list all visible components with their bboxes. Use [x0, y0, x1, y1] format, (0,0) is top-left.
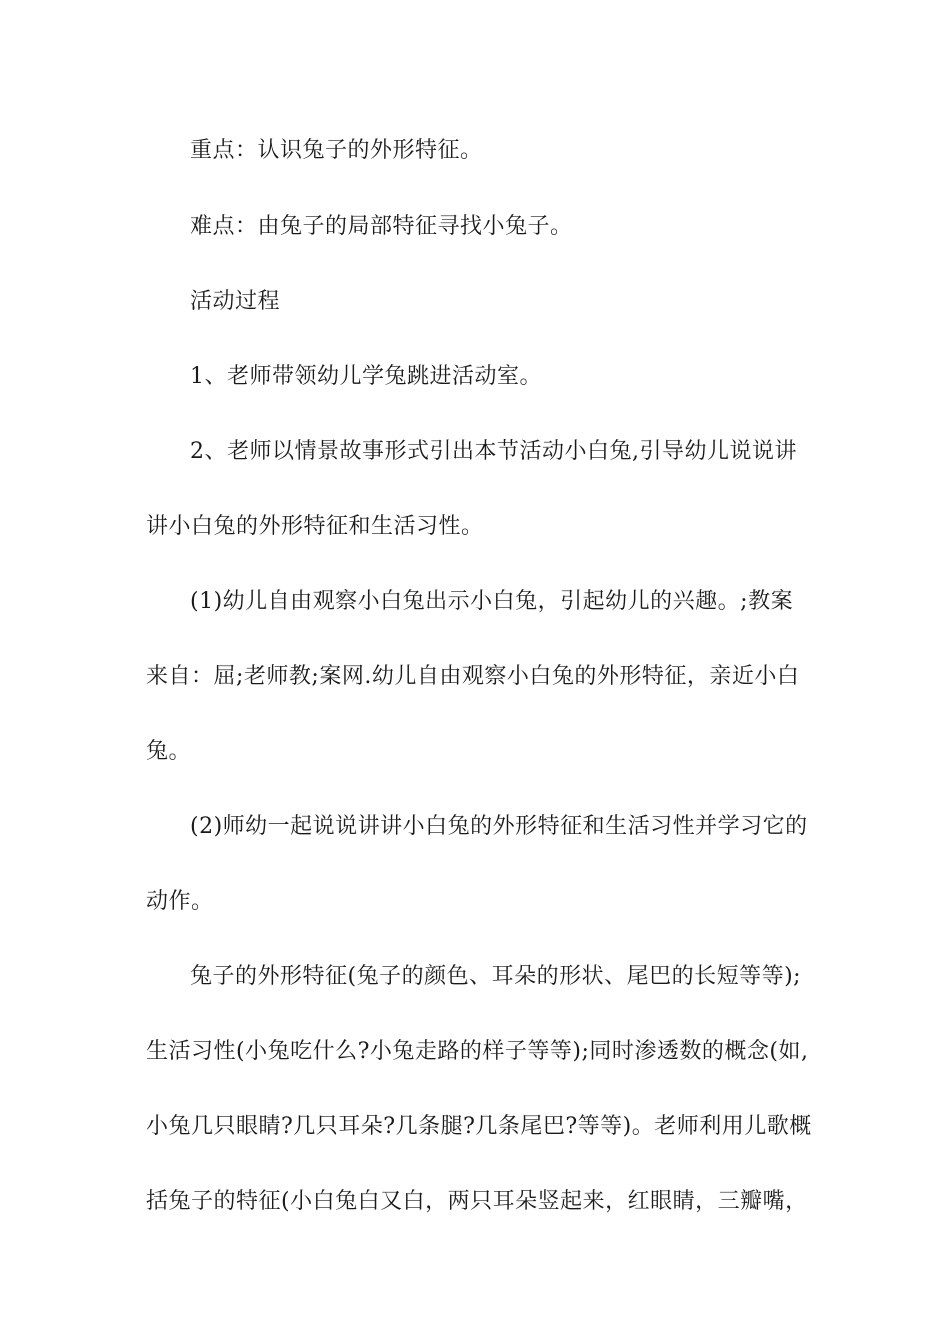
- features-line-2: 生活习性(小兔吃什么?小兔走路的样子等等);同时渗透数的概念(如,: [146, 1039, 809, 1064]
- features-line-4: 括兔子的特征(小白兔白又白，两只耳朵竖起来，红眼睛，三瓣嘴，: [146, 1189, 808, 1214]
- substep-2-line-1: (2)师幼一起说说讲讲小白兔的外形特征和生活习性并学习它的: [190, 814, 808, 839]
- features-line-3: 小兔几只眼睛?几只耳朵?几条腿?几条尾巴?等等)。老师利用儿歌概: [146, 1114, 812, 1139]
- step-1-line: 1、老师带领幼儿学兔跳进活动室。: [190, 364, 542, 389]
- section-heading: 活动过程: [190, 289, 281, 314]
- key-point-line: 重点：认识兔子的外形特征。: [190, 138, 483, 163]
- step-2-line-1: 2、老师以情景故事形式引出本节活动小白兔,引导幼儿说说讲: [190, 439, 797, 464]
- step-2-line-2: 讲小白兔的外形特征和生活习性。: [146, 514, 484, 539]
- difficulty-line: 难点：由兔子的局部特征寻找小兔子。: [190, 214, 573, 239]
- substep-1-line-2: 来自：屈;老师教;案网.幼儿自由观察小白兔的外形特征，亲近小白: [146, 664, 800, 689]
- substep-1-line-3: 兔。: [146, 739, 192, 764]
- substep-2-line-2: 动作。: [146, 889, 214, 914]
- substep-1-line-1: (1)幼儿自由观察小白兔出示小白兔，引起幼儿的兴趣。;教案: [190, 589, 794, 614]
- features-line-1: 兔子的外形特征(兔子的颜色、耳朵的形状、尾巴的长短等等);: [190, 964, 802, 989]
